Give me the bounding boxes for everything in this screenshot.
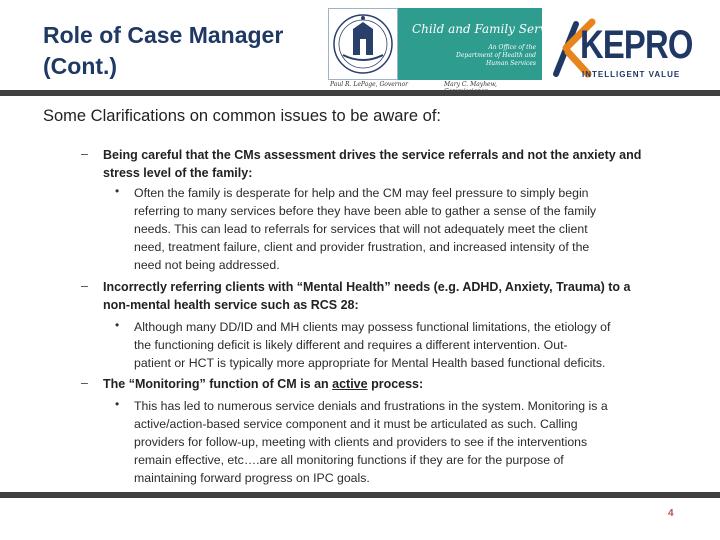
detail-line: the functioning deficit is likely different and requires a different intervention. Out- xyxy=(134,338,568,352)
detail-line: remain effective, etc….are all monitoring functions if they are for the purpose of xyxy=(134,453,564,467)
bullet-marker: • xyxy=(115,184,120,198)
cfs-subtitle xyxy=(444,44,536,68)
heading-text: The “Monitoring” function of CM is an xyxy=(103,377,333,391)
heading-text: process: xyxy=(367,377,424,391)
list-item-dash: – xyxy=(81,376,88,390)
commissioner-name: Mary C. Mayhew, xyxy=(444,81,497,88)
list-item-detail xyxy=(134,184,674,274)
heading-line: Incorrectly referring clients with “Mental Health” needs (e.g. ADHD, Anxiety, Trauma) to a xyxy=(103,280,631,294)
heading-line: Being careful that the CMs assessment drives the service referrals and not the anxiety and xyxy=(103,148,642,162)
list-item-dash: – xyxy=(81,147,88,161)
detail-line: active/action-based service component and it must be articulated as such. Calling xyxy=(134,417,578,431)
detail-line: providers for follow-up, meeting with clients and providers to see if the interventions xyxy=(134,435,588,449)
heading-line: stress level of the family: xyxy=(103,166,253,180)
list-item-heading xyxy=(103,146,673,182)
cfs-title: Child and Family Services xyxy=(412,22,571,36)
detail-line: maintaining forward progress on IPC goals. xyxy=(134,471,370,485)
kepro-tagline: INTELLIGENT VALUE xyxy=(582,70,681,79)
detail-line: patient or HCT is typically more appropriate for Mental Health based functional deficits. xyxy=(134,356,606,370)
governor-name: Paul R. LePage, Governor xyxy=(330,81,409,88)
header-divider xyxy=(0,90,720,96)
bullet-marker: • xyxy=(115,397,120,411)
list-item-detail xyxy=(134,318,674,372)
dhhs-logo xyxy=(328,8,571,88)
cfs-sub-line-2: Department of Health and Human Services xyxy=(456,52,536,67)
page-number: 4 xyxy=(668,508,674,519)
detail-line: needs. This can lead to referrals for services that will not adequately meet the client xyxy=(134,222,588,236)
title-line-1: Role of Case Manager xyxy=(43,22,284,48)
cfs-panel xyxy=(398,8,571,80)
intro-text: Some Clarifications on common issues to be aware of: xyxy=(43,107,442,125)
detail-line: need not being addressed. xyxy=(134,258,280,272)
list-item-detail xyxy=(134,397,674,487)
list-item-heading xyxy=(103,375,673,393)
cfs-sub-line-1: An Office of the xyxy=(488,44,536,51)
detail-line: Often the family is desperate for help and the CM may feel pressure to simply begin xyxy=(134,186,589,200)
bullet-marker: • xyxy=(115,318,120,332)
heading-line: non-mental health service such as RCS 28: xyxy=(103,298,359,312)
detail-line: referring to many services before they have been able to gather a sense of the family xyxy=(134,204,597,218)
list-item-heading xyxy=(103,278,673,314)
kepro-logo xyxy=(552,18,692,84)
slide-title xyxy=(43,20,323,82)
detail-line: Although many DD/ID and MH clients may possess functional limitations, the etiology of xyxy=(134,320,611,334)
title-line-2: (Cont.) xyxy=(43,53,118,79)
kepro-wordmark: KEPRO xyxy=(580,23,693,67)
list-item-dash: – xyxy=(81,279,88,293)
heading-emphasis: active xyxy=(332,377,368,391)
maine-seal-icon xyxy=(328,8,398,80)
detail-line: need, treatment failure, client and provider frustration, and increased intensity of the xyxy=(134,240,590,254)
footer-divider xyxy=(0,492,720,498)
detail-line: This has led to numerous service denials and frustrations in the system. Monitoring is a xyxy=(134,399,608,413)
